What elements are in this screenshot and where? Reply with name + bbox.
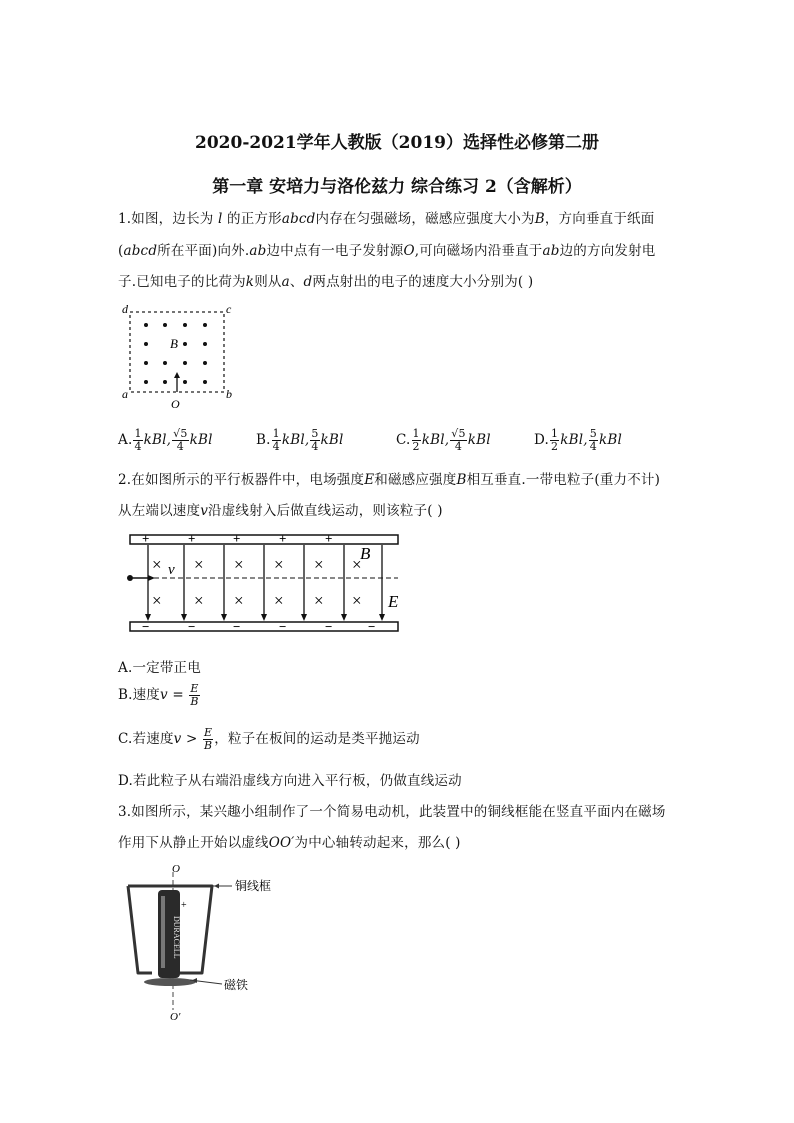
q3-label-magnet: 磁铁	[224, 978, 249, 992]
q2-top-plate	[130, 535, 398, 544]
svg-text:+: +	[233, 531, 241, 546]
q2-particle	[127, 575, 133, 581]
q2-option-a: A.一定带正电	[118, 660, 201, 676]
q3-label-frame: 铜线框	[235, 879, 272, 893]
q1-field-dots	[144, 323, 207, 384]
svg-text:×: ×	[274, 555, 284, 574]
q2-bottom-plate	[130, 622, 398, 631]
q1-label-a: a	[122, 387, 128, 401]
q1-label-d: d	[122, 302, 128, 316]
svg-text:−: −	[188, 619, 196, 634]
q3-label-O-prime: O′	[170, 1011, 181, 1020]
q3-text-line1: 3.如图所示，某兴趣小组制作了一个简易电动机，此装置中的铜线框能在竖直平面内在磁场	[118, 804, 666, 820]
q1-option-c: C. $\frac{1}{2}$ kBl, $\frac{√5}{4}$ kBl	[396, 427, 491, 453]
q1-label-O: O	[171, 397, 180, 411]
svg-text:×: ×	[274, 591, 284, 610]
q2-text-line2: 从左端以速度v沿虚线射入后做直线运动，则该粒子( )	[118, 503, 443, 519]
svg-text:−: −	[142, 619, 150, 634]
q1-label-B: B	[170, 336, 178, 351]
q2-text-line1: 2.在如图所示的平行板器件中，电场强度E和磁感应强度B相互垂直.一带电粒子(重力不计)	[118, 472, 661, 488]
svg-text:×: ×	[152, 555, 162, 574]
q1-option-d: D. $\frac{1}{2}$ kBl, $\frac{5}{4}$ kBl	[534, 427, 622, 453]
document-title-line1: 2020-2021学年人教版（2019）选择性必修第二册	[195, 133, 599, 153]
q2-option-d: D.若此粒子从右端沿虚线方向进入平行板，仍做直线运动	[118, 773, 462, 789]
q3-label-O: O	[172, 863, 180, 875]
svg-text:×: ×	[314, 591, 324, 610]
svg-text:−: −	[368, 619, 376, 634]
q3-battery-brand: DURACELL	[172, 916, 181, 959]
q3-battery-plus: +	[181, 900, 187, 911]
q1-square-field-figure	[118, 300, 238, 412]
q2-label-B: B	[360, 544, 371, 563]
q2-label-v: v	[168, 562, 175, 578]
q2-option-c: C.若速度v > $\frac{E}{B}$ ，粒子在板间的运动是类平抛运动	[118, 726, 420, 752]
q3-motor-figure	[118, 860, 298, 1020]
q3-magnet	[144, 978, 196, 986]
svg-text:×: ×	[152, 591, 162, 610]
q2-label-E: E	[388, 592, 399, 611]
svg-text:−: −	[233, 619, 241, 634]
svg-text:×: ×	[234, 591, 244, 610]
q1-option-b: B. $\frac{1}{4}$ kBl, $\frac{5}{4}$ kBl	[256, 427, 344, 453]
q1-text-line2: (abcd所在平面)向外.ab边中点有一电子发射源O,可向磁场内沿垂直于ab边的方向发射电	[118, 243, 656, 259]
q2-field-arrowheads	[145, 614, 385, 621]
q1-text-line1: 1.如图，边长为 l 的正方形abcd内存在匀强磁场，磁感应强度大小为B，方向垂直于纸面	[118, 211, 655, 227]
q1-option-a: A. $\frac{1}{4}$ kBl, $\frac{√5}{4}$ kBl	[118, 427, 213, 453]
q1-label-c: c	[226, 302, 232, 316]
q2-option-b: B.速度v = $\frac{E}{B}$	[118, 682, 199, 708]
svg-text:+: +	[188, 531, 196, 546]
q2-parallel-plate-figure	[120, 530, 410, 640]
svg-text:+: +	[325, 531, 333, 546]
document-title-line2: 第一章 安培力与洛伦兹力 综合练习 2（含解析）	[212, 177, 582, 197]
q3-text-line2: 作用下从静止开始以虚线OO′为中心轴转动起来，那么( )	[118, 835, 461, 851]
svg-text:×: ×	[194, 555, 204, 574]
svg-text:−: −	[325, 619, 333, 634]
q1-text-line3: 子.已知电子的比荷为k则从a、d两点射出的电子的速度大小分别为( )	[118, 274, 534, 290]
svg-text:×: ×	[314, 555, 324, 574]
svg-text:×: ×	[352, 555, 362, 574]
svg-text:+: +	[142, 531, 150, 546]
svg-text:−: −	[279, 619, 287, 634]
svg-text:×: ×	[194, 591, 204, 610]
q1-label-b: b	[226, 387, 232, 401]
svg-text:+: +	[279, 531, 287, 546]
q2-field-lines	[148, 545, 382, 616]
svg-text:×: ×	[234, 555, 244, 574]
svg-text:×: ×	[352, 591, 362, 610]
